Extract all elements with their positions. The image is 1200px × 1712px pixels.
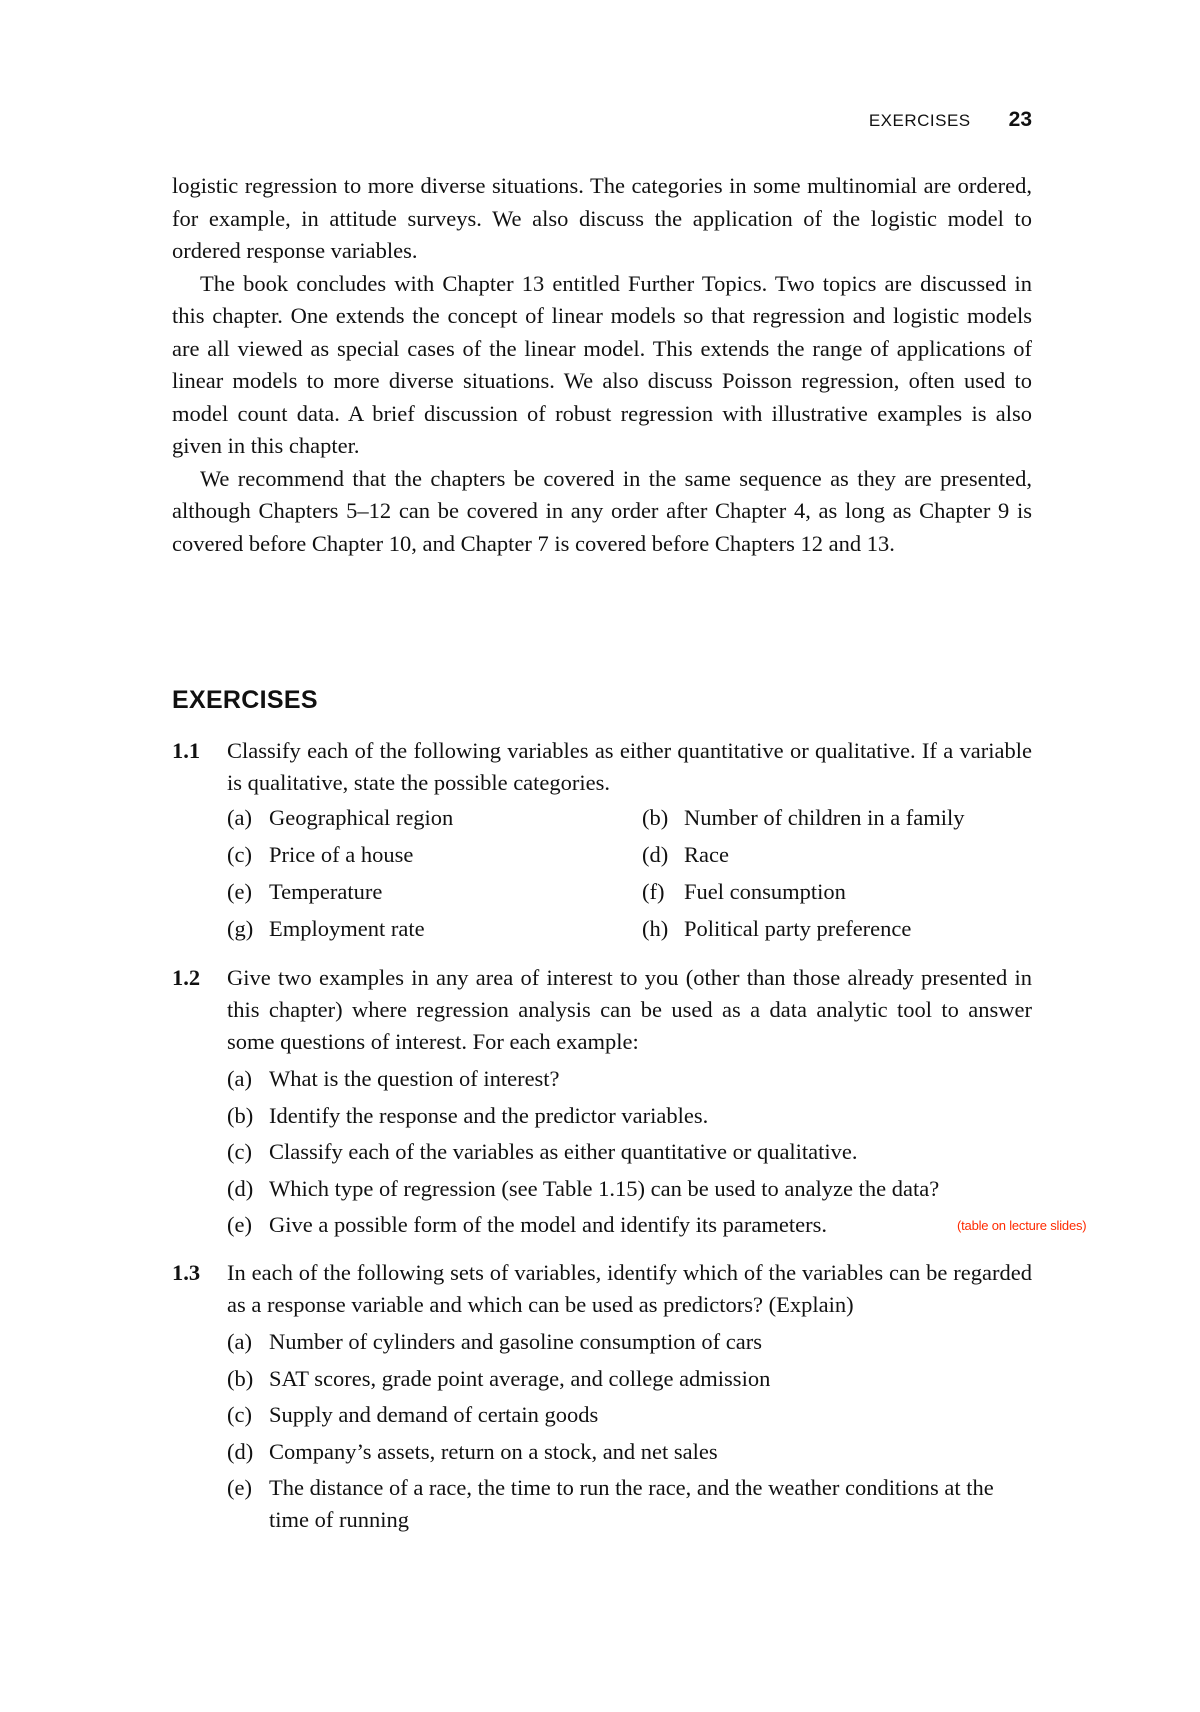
exercise-part [227, 1136, 1032, 1168]
part-text: Classify each of the variables as either quantitative or qualitative. [269, 1139, 858, 1164]
exercise-part [227, 802, 642, 834]
exercise-part [227, 876, 642, 908]
part-label: (a) [227, 1066, 252, 1091]
part-text: Fuel consumption [684, 879, 846, 904]
intro-paragraph: logistic regression to more diverse situations. The categories in some multinomial are ordered, for example, in attitude surveys. We also discuss the application of the logistic model to ordered response variables. [172, 173, 1032, 263]
part-text: SAT scores, grade point average, and college admission [269, 1365, 771, 1391]
exercise-part [227, 1100, 1032, 1132]
part-text: The distance of a race, the time to run the race, and the weather conditions at the time of running [269, 1475, 994, 1532]
exercise-part [227, 839, 642, 871]
part-label: (f) [642, 879, 665, 904]
intro-paragraph: The book concludes with Chapter 13 entitled Further Topics. Two topics are discussed in this chapter. One extends the concept of linear models so that regression and logistic models are all viewed as special cases of the linear model. This extends the range of applications of linear models to more diverse situations. We also discuss Poisson regression, often used to model count data. A brief discussion of robust regression with illustrative examples is also given in this chapter. [172, 270, 1032, 458]
part-label: (b) [642, 805, 669, 830]
part-label: (e) [227, 879, 252, 904]
exercise-parts [227, 1063, 1032, 1241]
exercise-part [642, 802, 1042, 834]
part-label: (e) [227, 1475, 252, 1500]
exercise-part [227, 1209, 1032, 1241]
part-label: (h) [642, 916, 669, 941]
running-head [869, 108, 1032, 132]
part-text: Number of cylinders and gasoline consumption of cars [269, 1329, 763, 1354]
exercise-item [172, 962, 1032, 1246]
exercise-part [227, 1363, 1032, 1395]
exercise-parts [227, 1326, 1032, 1536]
part-label: (b) [227, 1102, 254, 1128]
exercise-part [227, 1399, 1032, 1431]
part-label: (d) [227, 1175, 254, 1201]
exercise-part [642, 839, 1042, 871]
part-text: Geographical region [269, 805, 454, 830]
part-text: Price of a house [269, 842, 414, 867]
part-text: Supply and demand of certain goods [269, 1402, 599, 1427]
page-number: 23 [1008, 108, 1032, 131]
exercise-stem: Give two examples in any area of interest to you (other than those already presented in this chapter) where regression analysis can be used as a data analytic tool to answer some questions of interest. For each example: [227, 965, 1032, 1054]
part-text: Which type of regression (see Table 1.15) can be used to analyze the data? [269, 1175, 940, 1201]
exercise-part [227, 1326, 1032, 1358]
part-text: Number of children in a family [684, 805, 965, 830]
part-label: (b) [227, 1365, 254, 1391]
part-label: (a) [227, 1329, 252, 1354]
part-label: (d) [642, 842, 669, 867]
part-text: Race [684, 842, 729, 867]
part-text: Employment rate [269, 916, 425, 941]
exercise-stem: In each of the following sets of variables, identify which of the variables can be regarded as a response variable and which can be used as predictors? (Explain) [227, 1260, 1032, 1317]
part-label: (g) [227, 916, 254, 941]
exercise-body [227, 735, 1032, 945]
exercise-part [642, 913, 1042, 945]
part-label: (e) [227, 1212, 252, 1237]
exercise-item [172, 735, 1032, 945]
exercise-part [227, 1436, 1032, 1468]
exercise-part [642, 876, 1042, 908]
part-text: What is the question of interest? [269, 1066, 560, 1091]
exercise-stem: Classify each of the following variables as either quantitative or qualitative. If a variable is qualitative, state the possible categories. [227, 738, 1032, 795]
part-text: Temperature [269, 879, 383, 904]
part-label: (a) [227, 805, 252, 830]
exercise-part [227, 1472, 1032, 1536]
exercise-item [172, 1257, 1032, 1541]
section-heading: EXERCISES [172, 686, 318, 714]
running-head-title: EXERCISES [868, 111, 971, 130]
part-label: (c) [227, 1139, 252, 1164]
part-text: Company’s assets, return on a stock, and net sales [269, 1438, 718, 1464]
exercise-parts [227, 802, 1032, 945]
part-label: (c) [227, 1402, 252, 1427]
handwritten-annotation: (table on lecture slides) [957, 1218, 1087, 1233]
intro-text [172, 170, 1032, 560]
exercise-body [227, 962, 1032, 1241]
exercise-part [227, 1063, 1032, 1095]
part-text: Give a possible form of the model and identify its parameters. [269, 1212, 827, 1237]
part-label: (d) [227, 1438, 254, 1464]
exercise-part [227, 1173, 1032, 1205]
part-label: (c) [227, 842, 252, 867]
part-text: Political party preference [684, 916, 912, 941]
exercise-number: 1.2 [172, 965, 201, 990]
exercise-number: 1.3 [172, 1260, 201, 1285]
exercise-body [227, 1257, 1032, 1536]
exercise-number: 1.1 [172, 738, 201, 763]
part-text: Identify the response and the predictor variables. [269, 1102, 709, 1128]
intro-paragraph: We recommend that the chapters be covered in the same sequence as they are presented, although Chapters 5–12 can be covered in any order after Chapter 4, as long as Chapter 9 is covered before Chapter 10, and Chapter 7 is covered before Chapters 12 and 13. [172, 465, 1032, 556]
exercise-part [227, 913, 642, 945]
